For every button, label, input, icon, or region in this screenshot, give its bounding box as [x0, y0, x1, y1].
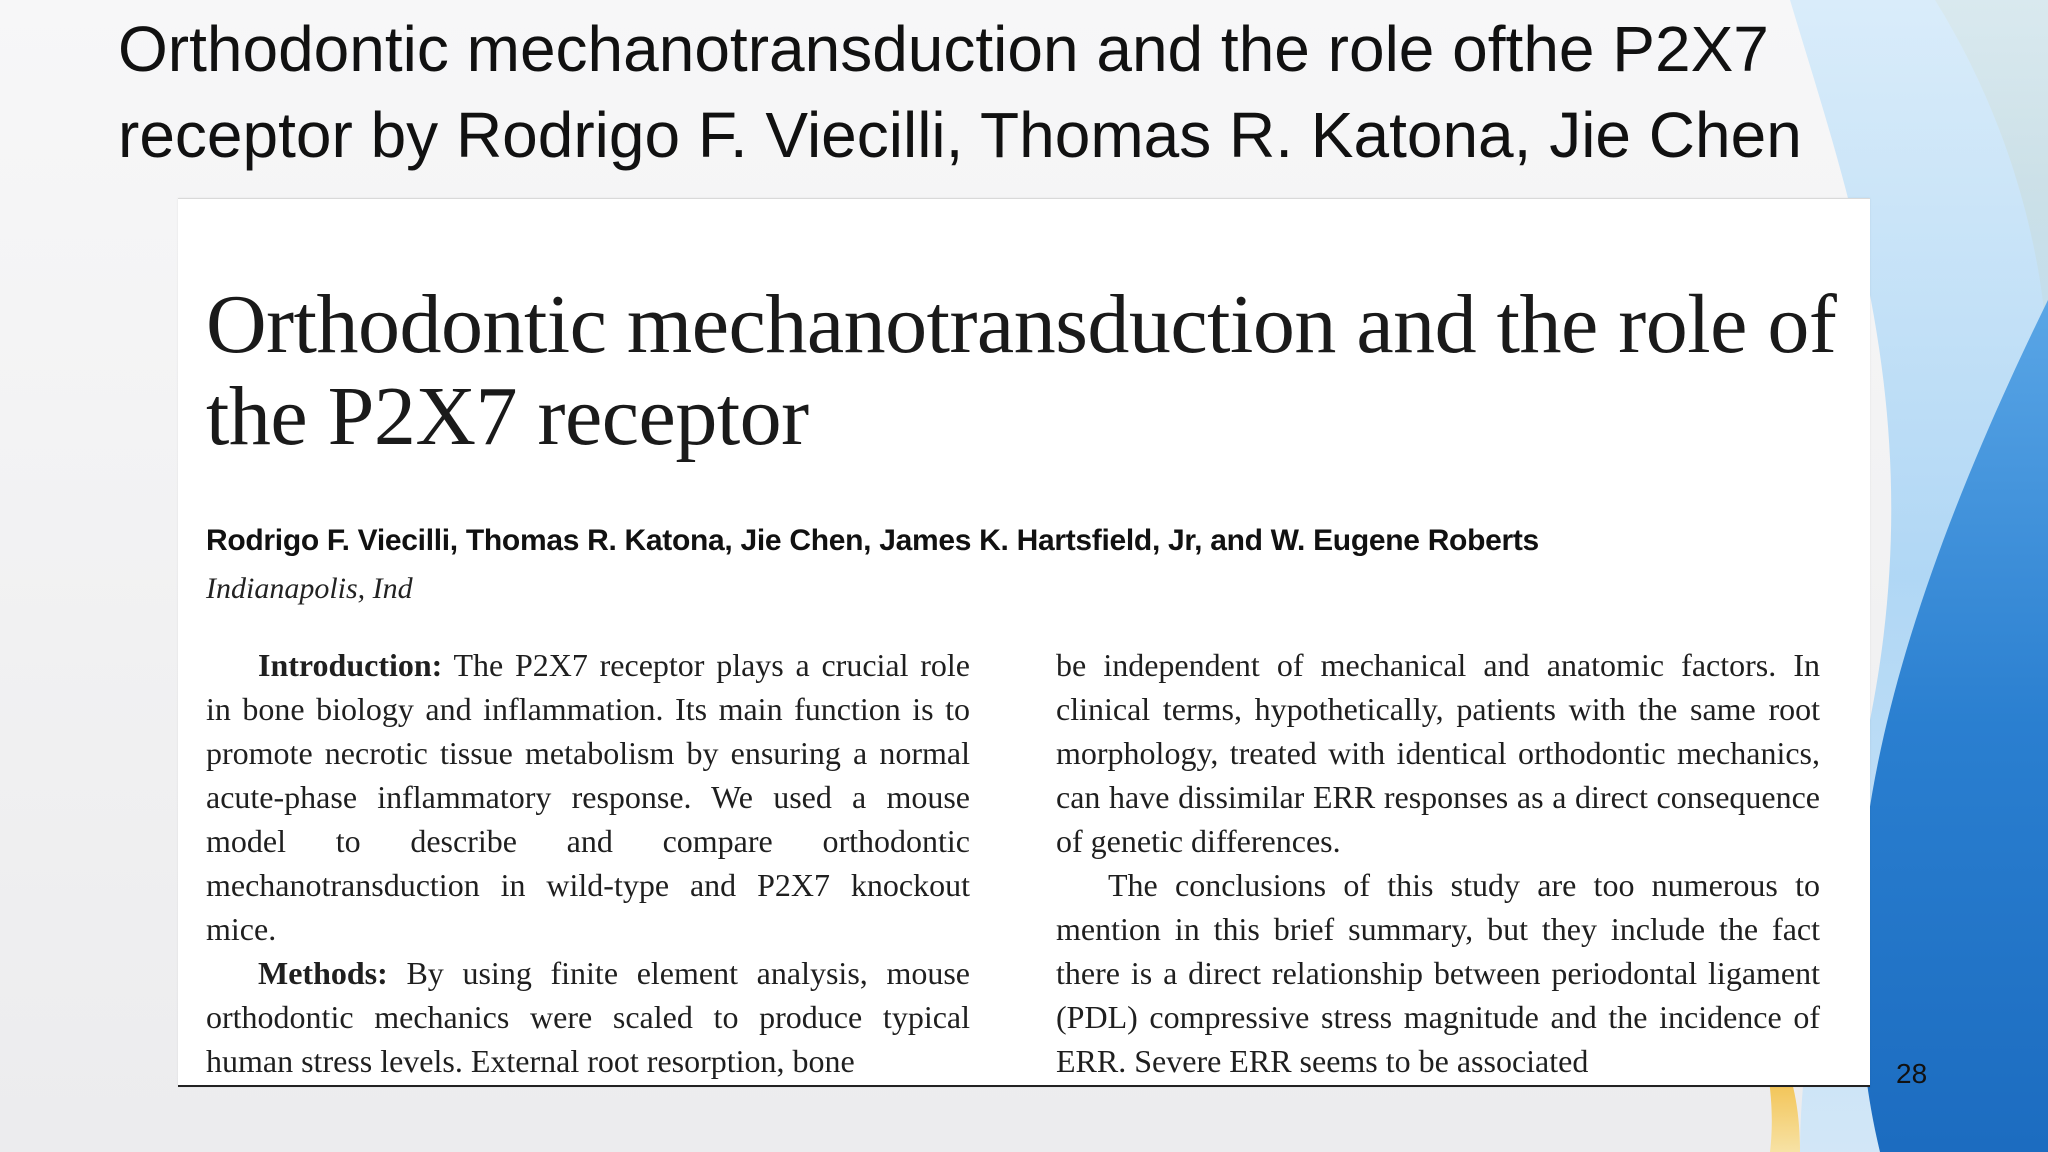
paper-authors: Rodrigo F. Viecilli, Thomas R. Katona, Jie Chen, James K. Hartsfield, Jr, and W. Eugene Roberts — [206, 524, 1539, 557]
paper-excerpt — [178, 198, 1870, 1087]
slide-title: Orthodontic mechanotransduction and the role ofthe P2X7 receptor by Rodrigo F. Viecilli, Thomas R. Katona, Jie Chen — [118, 13, 1802, 171]
methods-paragraph — [206, 951, 970, 1083]
introduction-label: Introduction: — [258, 647, 443, 683]
right-paragraph-2: The conclusions of this study are too numerous to mention in this brief summary, but they include the fact there is a direct relationship between periodontal ligament (PDL) compressive stress magnitude and the incidence of ERR. Severe ERR seems to be associated — [1056, 867, 1820, 1079]
methods-text: By using finite element analysis, mouse orthodontic mechanics were scaled to produce typical human stress levels. External root resorption, bone — [206, 955, 970, 1079]
methods-label: Methods: — [258, 955, 388, 991]
left-column — [206, 643, 970, 1083]
page-number: 28 — [1896, 1058, 1928, 1089]
introduction-paragraph — [206, 643, 970, 951]
paper-affiliation: Indianapolis, Ind — [206, 572, 413, 605]
right-paragraph-1: be independent of mechanical and anatomic factors. In clinical terms, hypothetically, patients with the same root morphology, treated with identical orthodontic mechanics, can have dissimilar ERR responses as a direct consequence of genetic differences. — [1056, 647, 1820, 859]
introduction-text: The P2X7 receptor plays a crucial role in bone biology and inflammation. Its main function is to promote necrotic tissue metabolism by ensuring a normal acute-phase inflammatory response. We used a mouse model to describe and compare orthodontic mechanotransduction in wild-type and P2X7 knockout mice. — [206, 647, 970, 947]
right-column — [1056, 643, 1820, 1083]
paper-title: Orthodontic mechanotransduction and the role of the P2X7 receptor — [206, 278, 1837, 463]
